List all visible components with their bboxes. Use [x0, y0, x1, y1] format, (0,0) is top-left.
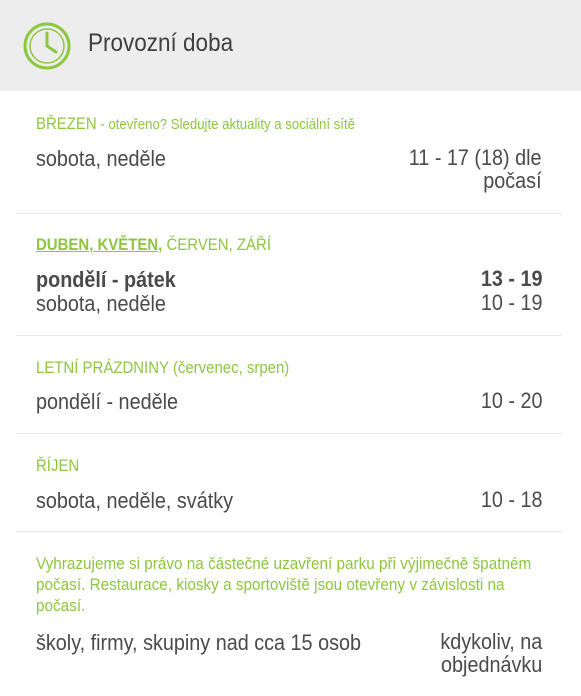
clock-icon — [22, 21, 72, 71]
weather-notice: Vyhrazujeme si právo na částečné uzavření parku při výjimečně špatném počasí. Restaurace, kiosky a sportoviště jsou otevřeny v závislosti na počasí. — [36, 554, 532, 615]
section-note: - otevřeno? Sledujte aktuality a sociální sítě — [96, 116, 355, 133]
hours-value: 13 - 19 — [480, 266, 542, 291]
section-notice — [36, 553, 542, 680]
hours-line: objednávku — [440, 652, 542, 677]
hours-row — [36, 630, 542, 680]
hours-row — [36, 291, 542, 315]
days-label: pondělí - neděle — [36, 389, 179, 414]
hours-row — [36, 389, 542, 413]
section-title — [36, 235, 481, 255]
hours-line: počasí — [483, 168, 542, 193]
divider — [16, 335, 562, 336]
hours-row — [36, 146, 542, 196]
days-label: sobota, neděle — [36, 291, 166, 316]
hours-value: 10 - 20 — [480, 388, 542, 413]
section-october — [36, 456, 542, 512]
page-title: Provozní doba — [88, 29, 234, 57]
hours-row — [36, 267, 542, 291]
section-summer — [36, 358, 542, 413]
hours-line: kdykoliv, na — [440, 629, 542, 654]
month-label: BŘEZEN — [36, 114, 97, 133]
hours-value — [440, 630, 542, 676]
month-label: ČERVEN, ZÁŘÍ — [162, 235, 271, 254]
hours-value: 10 - 19 — [480, 290, 542, 315]
hours-value — [409, 146, 542, 192]
opening-hours-header — [0, 0, 581, 91]
season-link[interactable]: DUBEN, KVĚTEN, — [36, 235, 163, 254]
days-label: sobota, neděle — [36, 146, 166, 171]
divider — [16, 213, 562, 214]
days-label: sobota, neděle, svátky — [36, 488, 234, 513]
divider — [16, 531, 562, 532]
hours-row — [36, 488, 542, 512]
hours-line: 11 - 17 (18) dle — [409, 145, 542, 170]
section-title: LETNÍ PRÁZDNINY (červenec, srpen) — [36, 358, 290, 377]
hours-value: 10 - 18 — [480, 487, 542, 512]
section-title: ŘÍJEN — [36, 456, 80, 475]
days-label: pondělí - pátek — [36, 267, 176, 292]
section-march — [36, 114, 542, 196]
section-title — [36, 114, 481, 135]
divider — [16, 433, 562, 434]
section-spring — [36, 235, 542, 315]
days-label: školy, firmy, skupiny nad cca 15 osob — [36, 630, 362, 655]
